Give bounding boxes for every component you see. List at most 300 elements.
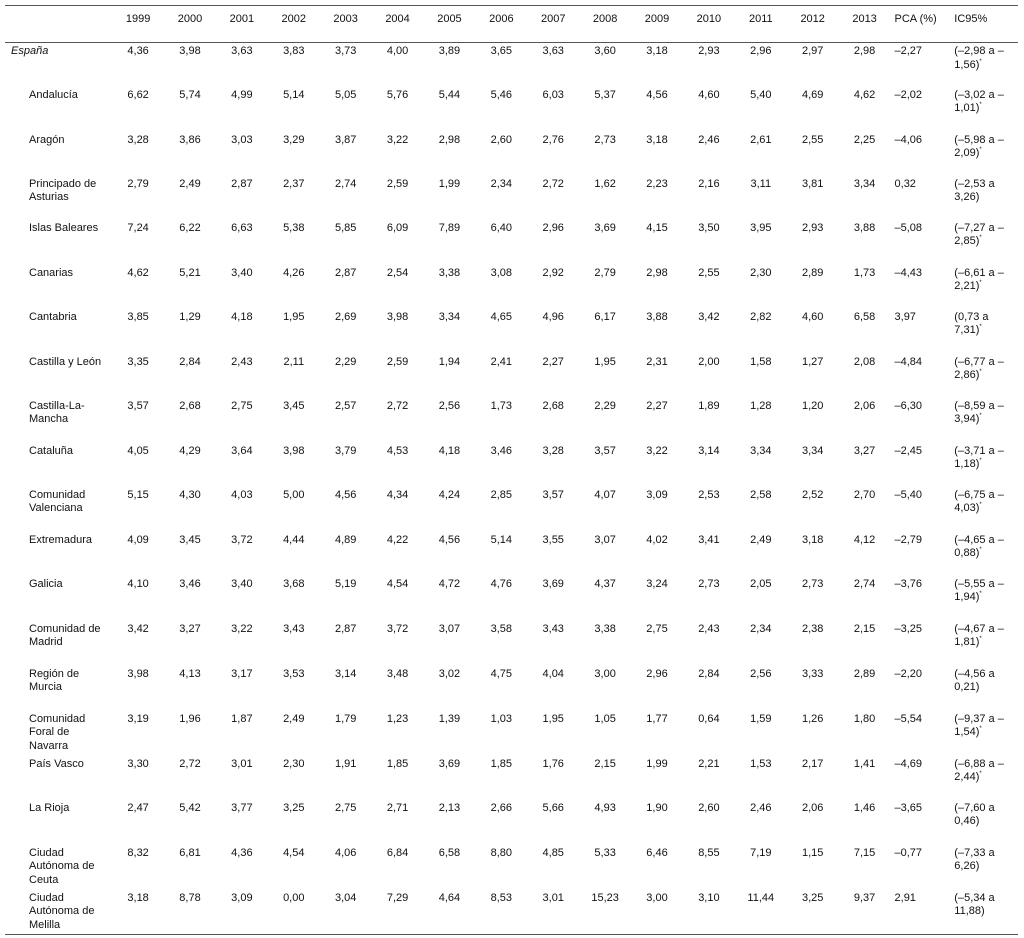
value-cell: 3,86 (179, 133, 201, 146)
value-cell: 1,29 (179, 310, 201, 323)
value-cell: 3,43 (283, 622, 305, 635)
value-cell: 2,98 (646, 266, 668, 279)
value-cell: 8,80 (490, 846, 513, 859)
value-cell: 4,60 (801, 310, 824, 323)
value-cell: 7,19 (750, 846, 772, 859)
pca-value: –3,76 (894, 577, 923, 590)
value-cell: 2,70 (853, 488, 876, 501)
value-cell: 2,93 (801, 221, 824, 234)
value-cell: 3,85 (127, 310, 149, 323)
value-cell: 2,93 (698, 45, 720, 57)
value-cell: 7,15 (853, 846, 876, 859)
value-cell: 2,46 (750, 801, 772, 814)
value-cell: 7,29 (372, 890, 424, 935)
ci-cell (950, 265, 1018, 309)
header-cell: 2000 (164, 6, 216, 43)
value-cell: 2,98 (438, 133, 461, 146)
value-cell: 2,69 (334, 310, 357, 323)
value-cell: 2,11 (283, 355, 305, 368)
value-cell: 6,84 (386, 846, 409, 859)
value-cell: 4,76 (490, 577, 513, 590)
ci-value: (–5,34 a 11,88) (954, 891, 995, 917)
ci-cell (950, 800, 1018, 845)
table-row (5, 621, 1018, 666)
value-cell: 3,34 (750, 444, 772, 457)
value-cell: 5,21 (179, 266, 201, 279)
significance-mark: * (979, 547, 982, 553)
value-cell: 2,34 (490, 177, 513, 190)
table-row (5, 711, 1018, 756)
value-cell: 5,14 (490, 533, 513, 546)
header-cell: 2006 (475, 6, 527, 43)
value-cell: 4,34 (386, 488, 409, 501)
value-cell: 3,03 (231, 133, 253, 146)
header-cell: 2008 (579, 6, 631, 43)
table-row (5, 354, 1018, 398)
value-cell: 3,43 (542, 622, 564, 635)
value-cell: 3,22 (386, 133, 409, 146)
header-cell: 2010 (683, 6, 735, 43)
value-cell: 6,09 (386, 221, 409, 234)
value-cell: 1,27 (801, 355, 824, 368)
value-cell: 5,40 (750, 88, 772, 101)
value-cell: 3,88 (646, 310, 668, 323)
pca-cell (891, 711, 951, 756)
value-cell: 3,40 (231, 577, 253, 590)
value-cell: 2,75 (646, 622, 668, 635)
pca-value: –2,45 (894, 444, 923, 457)
value-cell: 2,56 (438, 399, 461, 412)
value-cell: 6,40 (490, 221, 513, 234)
value-cell: 4,65 (490, 310, 513, 323)
value-cell: 2,34 (750, 622, 772, 635)
pca-cell (891, 309, 951, 354)
ci-cell (950, 87, 1018, 132)
value-cell: 3,42 (127, 622, 149, 635)
value-cell: 3,73 (334, 45, 357, 57)
value-cell: 3,53 (283, 667, 305, 680)
pca-cell (891, 265, 951, 309)
region-cell: País Vasco (29, 757, 84, 770)
pca-cell (891, 845, 951, 890)
ci-cell (950, 443, 1018, 487)
header-cell: 2002 (268, 6, 320, 43)
pca-value: 2,91 (894, 891, 916, 904)
value-cell: 3,69 (594, 221, 616, 234)
value-cell: 2,30 (750, 266, 772, 279)
value-cell: 3,29 (283, 133, 305, 146)
table-row (5, 220, 1018, 265)
value-cell: 2,29 (334, 355, 357, 368)
value-cell: 1,20 (801, 399, 824, 412)
ci-cell (950, 354, 1018, 398)
value-cell: 3,00 (594, 667, 616, 680)
ci-value: (0,73 a 7,31) (954, 310, 989, 336)
value-cell: 1,23 (386, 712, 409, 725)
value-cell: 2,57 (334, 399, 357, 412)
value-cell: 4,69 (801, 88, 824, 101)
pca-cell (891, 398, 951, 443)
table-row (5, 443, 1018, 487)
value-cell: 2,68 (542, 399, 564, 412)
incidence-table (5, 5, 1018, 935)
value-cell: 6,22 (179, 221, 201, 234)
value-cell: 2,89 (801, 266, 824, 279)
value-cell: 2,37 (283, 177, 305, 190)
table-body (5, 43, 1018, 935)
pca-cell (891, 443, 951, 487)
value-cell: 3,57 (542, 488, 564, 501)
ci-cell (950, 845, 1018, 890)
pca-value: –2,02 (894, 88, 923, 101)
ci-value: (–4,67 a –1,81) (954, 622, 1004, 648)
value-cell: 3,38 (594, 622, 616, 635)
value-cell: 1,41 (853, 757, 876, 770)
table-row (5, 666, 1018, 711)
value-cell: 2,43 (231, 355, 253, 368)
ci-value: (–6,77 a –2,86) (954, 355, 1004, 381)
value-cell: 2,75 (231, 399, 253, 412)
value-cell: 4,18 (438, 444, 461, 457)
value-cell: 2,30 (283, 757, 305, 770)
significance-mark: * (979, 502, 982, 508)
header-cell: 2004 (372, 6, 424, 43)
value-cell: 3,98 (179, 45, 201, 57)
value-cell: 5,74 (179, 88, 201, 101)
value-cell: 4,44 (283, 533, 305, 546)
region-cell: Extremadura (29, 533, 92, 546)
value-cell: 5,44 (438, 88, 461, 101)
ci-value: (–6,61 a –2,21) (954, 266, 1004, 292)
value-cell: 3,00 (631, 890, 683, 935)
ci-cell (950, 666, 1018, 711)
value-cell: 2,72 (386, 399, 409, 412)
value-cell: 2,53 (698, 488, 720, 501)
value-cell: 3,40 (231, 266, 253, 279)
pca-value: –4,84 (894, 355, 923, 368)
ci-cell (950, 176, 1018, 220)
value-cell: 11,44 (735, 890, 787, 935)
pca-cell (891, 666, 951, 711)
value-cell: 8,78 (164, 890, 216, 935)
value-cell: 1,80 (853, 712, 876, 725)
value-cell: 4,62 (127, 266, 149, 279)
value-cell: 3,69 (542, 577, 564, 590)
value-cell: 1,96 (179, 712, 201, 725)
value-cell: 2,59 (386, 177, 409, 190)
region-cell: La Rioja (29, 801, 70, 814)
ci-value: (–2,98 a –1,56) (954, 45, 1004, 71)
value-cell: 2,61 (750, 133, 772, 146)
value-cell: 6,17 (594, 310, 616, 323)
value-cell: 2,97 (801, 45, 824, 57)
significance-mark: * (979, 726, 982, 732)
value-cell: 3,18 (112, 890, 164, 935)
pca-cell (891, 132, 951, 176)
value-cell: 5,85 (334, 221, 357, 234)
table-row (5, 756, 1018, 800)
value-cell: 1,03 (490, 712, 513, 725)
value-cell: 3,65 (490, 45, 513, 57)
value-cell: 1,59 (750, 712, 772, 725)
value-cell: 2,96 (750, 45, 772, 57)
value-cell: 2,49 (179, 177, 201, 190)
value-cell: 3,60 (594, 45, 616, 57)
value-cell: 2,49 (750, 533, 772, 546)
value-cell: 2,55 (801, 133, 824, 146)
ci-cell (950, 576, 1018, 621)
value-cell: 3,79 (334, 444, 357, 457)
value-cell: 3,25 (787, 890, 839, 935)
value-cell: 1,90 (646, 801, 668, 814)
table-row (5, 176, 1018, 220)
value-cell: 3,34 (801, 444, 824, 457)
value-cell: 3,38 (438, 266, 461, 279)
pca-cell (891, 890, 951, 935)
header-cell: 2005 (424, 6, 476, 43)
ci-value: (–4,65 a –0,88) (954, 533, 1004, 559)
value-cell: 15,23 (579, 890, 631, 935)
value-cell: 3,22 (646, 444, 668, 457)
ci-value: (–3,71 a –1,18) (954, 444, 1004, 470)
significance-mark: * (979, 58, 982, 65)
value-cell: 5,46 (490, 88, 513, 101)
value-cell: 2,76 (542, 133, 564, 146)
value-cell: 4,18 (231, 310, 253, 323)
significance-mark: * (979, 771, 982, 777)
value-cell: 1,53 (750, 757, 772, 770)
value-cell: 2,71 (386, 801, 409, 814)
region-cell: Comunidad de Madrid (29, 622, 101, 648)
value-cell: 2,27 (646, 399, 668, 412)
value-cell: 2,84 (179, 355, 201, 368)
value-cell: 2,46 (698, 133, 720, 146)
significance-mark: * (979, 413, 982, 419)
value-cell: 3,98 (127, 667, 149, 680)
pca-value: –3,25 (894, 622, 923, 635)
value-cell: 2,15 (853, 622, 876, 635)
significance-mark: * (979, 280, 982, 286)
value-cell: 1,73 (490, 399, 513, 412)
value-cell: 3,98 (283, 444, 305, 457)
value-cell: 4,22 (386, 533, 409, 546)
header-cell: 2009 (631, 6, 683, 43)
value-cell: 4,05 (127, 444, 149, 457)
value-cell: 3,83 (283, 45, 305, 57)
value-cell: 2,82 (750, 310, 772, 323)
ci-value: (–7,33 a 6,26) (954, 846, 995, 872)
value-cell: 4,99 (231, 88, 253, 101)
value-cell: 3,63 (231, 45, 253, 57)
value-cell: 3,19 (127, 712, 149, 725)
pca-value: –5,54 (894, 712, 923, 725)
header-cell-pca: PCA (%) (891, 6, 951, 43)
value-cell: 2,96 (542, 221, 564, 234)
value-cell: 2,75 (334, 801, 357, 814)
value-cell: 1,85 (490, 757, 513, 770)
value-cell: 8,53 (475, 890, 527, 935)
region-cell: Castilla y León (29, 355, 102, 368)
value-cell: 6,58 (438, 846, 461, 859)
region-cell: Galicia (29, 577, 63, 590)
value-cell: 3,50 (698, 221, 720, 234)
value-cell: 7,89 (438, 221, 461, 234)
value-cell: 1,73 (853, 266, 876, 279)
pca-cell (891, 576, 951, 621)
value-cell: 3,18 (646, 45, 668, 57)
value-cell: 2,92 (542, 266, 564, 279)
pca-cell (891, 800, 951, 845)
value-cell: 3,46 (490, 444, 513, 457)
pca-value: –5,08 (894, 221, 923, 234)
table-row (5, 398, 1018, 443)
header-cell-ci: IC95% (950, 6, 1018, 43)
value-cell: 1,28 (750, 399, 772, 412)
value-cell: 3,34 (438, 310, 461, 323)
value-cell: 1,15 (801, 846, 824, 859)
value-cell: 2,13 (438, 801, 461, 814)
value-cell: 3,46 (179, 577, 201, 590)
header-cell: 2011 (735, 6, 787, 43)
value-cell: 8,55 (698, 846, 720, 859)
value-cell: 2,05 (750, 577, 772, 590)
value-cell: 4,36 (127, 45, 149, 57)
ci-value: (–7,60 a 0,46) (954, 801, 995, 827)
value-cell: 3,35 (127, 355, 149, 368)
value-cell: 3,57 (594, 444, 616, 457)
region-cell: Principado de Asturias (29, 177, 97, 203)
value-cell: 4,56 (334, 488, 357, 501)
ci-cell (950, 532, 1018, 576)
ci-value: (–5,98 a –2,09) (954, 133, 1004, 159)
value-cell: 3,08 (490, 266, 513, 279)
significance-mark: * (979, 458, 982, 464)
value-cell: 8,32 (127, 846, 149, 859)
value-cell: 2,49 (283, 712, 305, 725)
table-row (5, 309, 1018, 354)
ci-value: (–4,56 a 0,21) (954, 667, 995, 693)
pca-value: –2,79 (894, 533, 923, 546)
value-cell: 5,76 (386, 88, 409, 101)
ci-cell (950, 487, 1018, 532)
value-cell: 7,24 (127, 221, 149, 234)
pca-cell (891, 621, 951, 666)
value-cell: 4,07 (594, 488, 616, 501)
value-cell: 2,89 (853, 667, 876, 680)
ci-cell (950, 398, 1018, 443)
value-cell: 3,81 (801, 177, 824, 190)
value-cell: 3,22 (231, 622, 253, 635)
value-cell: 3,24 (646, 577, 668, 590)
value-cell: 3,45 (179, 533, 201, 546)
value-cell: 3,42 (698, 310, 720, 323)
value-cell: 4,29 (179, 444, 201, 457)
value-cell: 3,89 (438, 45, 461, 57)
region-cell: Islas Baleares (29, 221, 99, 234)
value-cell: 2,60 (698, 801, 720, 814)
value-cell: 5,15 (127, 488, 149, 501)
value-cell: 2,47 (127, 801, 149, 814)
ci-value: (–3,02 a –1,01) (954, 88, 1004, 114)
table-row (5, 532, 1018, 576)
table-row (5, 487, 1018, 532)
value-cell: 1,46 (853, 801, 876, 814)
value-cell: 3,02 (438, 667, 461, 680)
value-cell: 2,74 (334, 177, 357, 190)
value-cell: 6,81 (179, 846, 201, 859)
region-cell: Canarias (29, 266, 74, 279)
pca-value: –2,27 (894, 45, 923, 57)
significance-mark: * (979, 369, 982, 375)
value-cell: 6,63 (231, 221, 253, 234)
value-cell: 3,28 (542, 444, 564, 457)
value-cell: 2,31 (646, 355, 668, 368)
value-cell: 3,09 (646, 488, 668, 501)
value-cell: 3,55 (542, 533, 564, 546)
header-cell: 2013 (839, 6, 891, 43)
value-cell: 4,54 (386, 577, 409, 590)
value-cell: 2,06 (853, 399, 876, 412)
ci-cell (950, 132, 1018, 176)
pca-cell (891, 176, 951, 220)
value-cell: 4,02 (646, 533, 668, 546)
value-cell: 0,00 (268, 890, 320, 935)
value-cell: 6,46 (646, 846, 668, 859)
ci-cell (950, 756, 1018, 800)
value-cell: 2,25 (853, 133, 876, 146)
value-cell: 1,05 (594, 712, 616, 725)
value-cell: 3,18 (646, 133, 668, 146)
value-cell: 5,42 (179, 801, 201, 814)
value-cell: 3,57 (127, 399, 149, 412)
value-cell: 5,37 (594, 88, 616, 101)
value-cell: 2,73 (801, 577, 824, 590)
value-cell: 9,37 (839, 890, 891, 935)
value-cell: 4,96 (542, 310, 564, 323)
value-cell: 4,00 (386, 45, 409, 57)
value-cell: 3,14 (698, 444, 720, 457)
region-cell: Ciudad Autónoma de Melilla (5, 890, 112, 935)
value-cell: 5,66 (542, 801, 564, 814)
value-cell: 1,62 (594, 177, 616, 190)
value-cell: 2,00 (698, 355, 720, 368)
value-cell: 2,38 (801, 622, 824, 635)
value-cell: 4,64 (424, 890, 476, 935)
value-cell: 2,72 (179, 757, 201, 770)
value-cell: 1,85 (386, 757, 409, 770)
value-cell: 3,10 (683, 890, 735, 935)
value-cell: 4,56 (646, 88, 668, 101)
value-cell: 3,98 (386, 310, 409, 323)
significance-mark: * (979, 636, 982, 642)
value-cell: 3,27 (179, 622, 201, 635)
pca-cell (891, 532, 951, 576)
value-cell: 2,17 (801, 757, 824, 770)
ci-cell (950, 890, 1018, 935)
value-cell: 4,12 (853, 533, 876, 546)
value-cell: 1,99 (438, 177, 461, 190)
region-cell: Ciudad Autónoma de Ceuta (29, 846, 95, 886)
region-cell: Cantabria (29, 310, 77, 323)
pca-cell (891, 354, 951, 398)
value-cell: 4,24 (438, 488, 461, 501)
region-cell: Región de Murcia (29, 667, 80, 693)
region-cell: Aragón (29, 133, 65, 146)
value-cell: 1,87 (231, 712, 253, 725)
significance-mark: * (979, 102, 982, 108)
pca-cell (891, 43, 951, 87)
value-cell: 4,03 (231, 488, 253, 501)
